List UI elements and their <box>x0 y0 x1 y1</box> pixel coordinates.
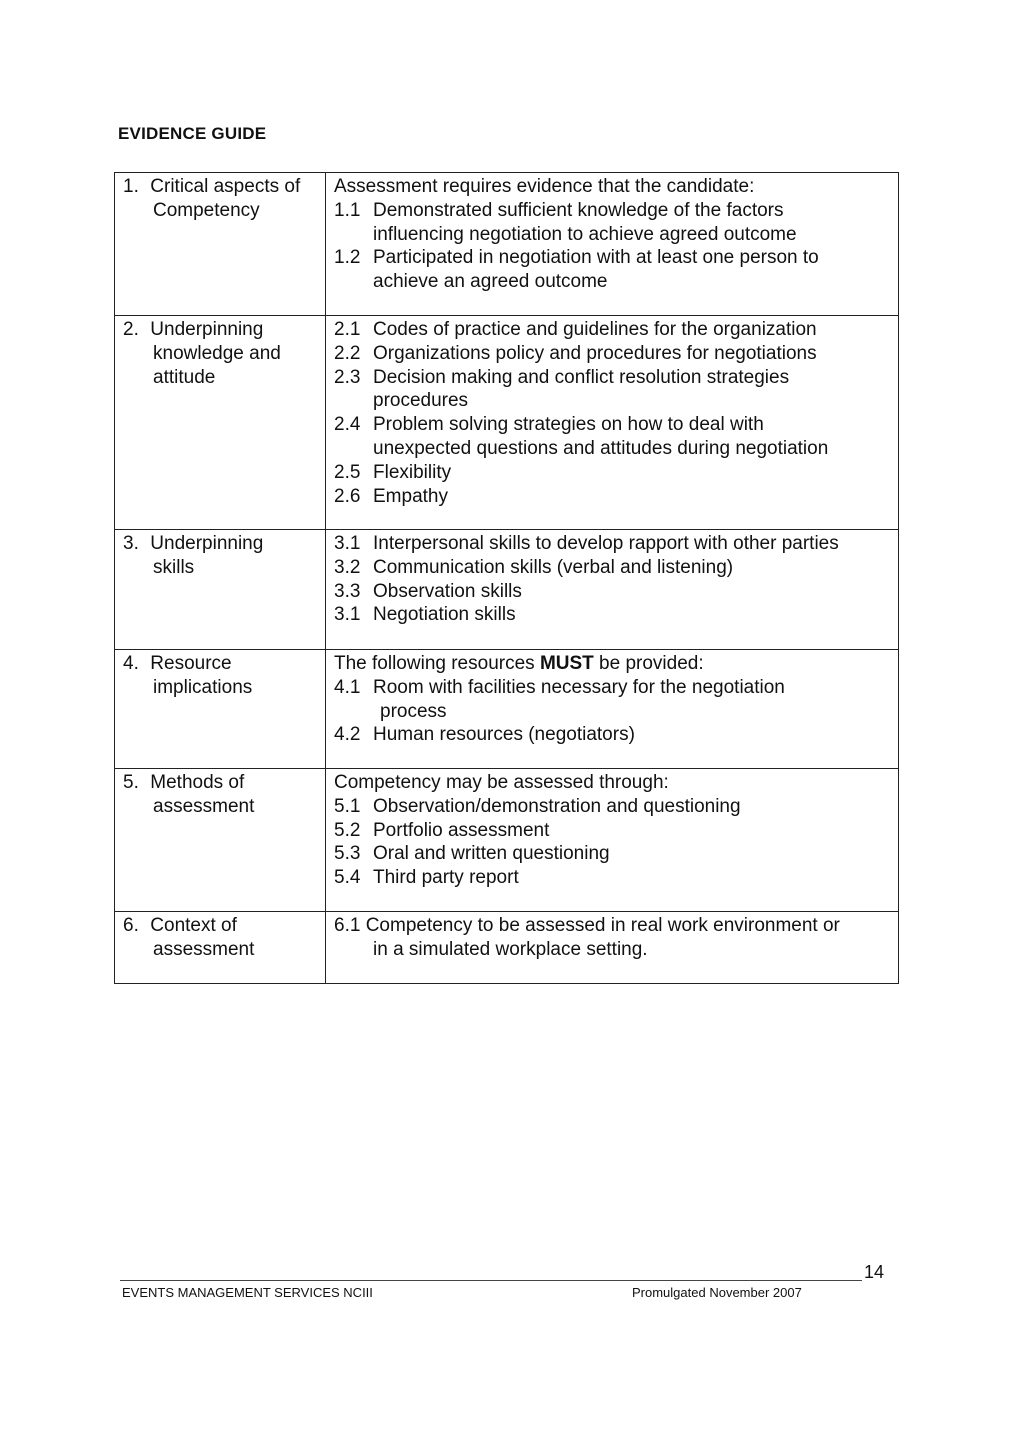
list-item: 6.1 Competency to be assessed in real work environment or <box>334 915 840 936</box>
row-label: 6. Context of assessment <box>115 912 326 984</box>
page-number: 14 <box>864 1262 885 1282</box>
list-item: 4.2 Human resources (negotiators) <box>334 724 635 746</box>
row-content <box>326 650 899 769</box>
row-label-text: Critical aspects of <box>150 176 301 197</box>
evidence-guide-table <box>114 172 899 984</box>
table-row <box>115 173 899 316</box>
row-label: 1. Critical aspects of Competency <box>115 173 326 316</box>
list-item: 5.3 Oral and written questioning <box>334 843 610 865</box>
row-label-text: Competency <box>153 199 260 221</box>
list-item: 2.6 Empathy <box>334 485 448 507</box>
row-content <box>326 173 899 316</box>
list-item-continuation: in a simulated workplace setting. <box>373 938 648 960</box>
list-item: 3.2 Communication skills (verbal and listening) <box>334 556 734 578</box>
row-content <box>326 912 899 984</box>
list-item: 2.1 Codes of practice and guidelines for the organization <box>334 319 817 340</box>
footer-divider <box>120 1280 862 1281</box>
list-item: 2.4 Problem solving strategies on how to deal with unexpected questions and attitudes during negotiation <box>334 414 829 459</box>
table-row <box>115 912 899 984</box>
row-label-text: assessment <box>153 938 255 960</box>
table-row <box>115 530 899 650</box>
footer-date: Promulgated November 2007 <box>632 1285 802 1300</box>
list-item: 5.1 Observation/demonstration and questioning <box>334 795 741 817</box>
row-label: 4. Resource implications <box>115 650 326 769</box>
list-item: 3.3 Observation skills <box>334 580 522 602</box>
row-label-text: knowledge and <box>153 342 281 364</box>
page-title: EVIDENCE GUIDE <box>118 124 267 143</box>
list-item: 4.1 Room with facilities necessary for the negotiation process <box>334 676 785 722</box>
list-item: 2.3 Decision making and conflict resolution strategies procedures <box>334 366 790 412</box>
row-intro: Assessment requires evidence that the candidate: <box>334 176 755 197</box>
row-label-text: skills <box>153 556 195 578</box>
row-label-text: Methods of <box>150 772 245 793</box>
row-content <box>326 769 899 912</box>
list-item: 3.1 Interpersonal skills to develop rapport with other parties <box>334 533 839 554</box>
row-label-text: Underpinning <box>150 319 264 340</box>
table-row <box>115 769 899 912</box>
row-label: 5. Methods of assessment <box>115 769 326 912</box>
row-label: 2. Underpinning knowledge and attitude <box>115 316 326 530</box>
table-row <box>115 316 899 530</box>
row-label-text: Resource <box>150 653 232 674</box>
list-item: 5.2 Portfolio assessment <box>334 819 550 841</box>
row-label: 3. Underpinning skills <box>115 530 326 650</box>
list-item: 2.5 Flexibility <box>334 461 452 483</box>
row-intro: The following resources MUST be provided: <box>334 653 704 674</box>
row-label-text: Context of <box>150 915 237 936</box>
list-item: 5.4 Third party report <box>334 867 519 889</box>
row-label-text: assessment <box>153 795 255 817</box>
row-label-text: Underpinning <box>150 533 264 554</box>
row-label-text: implications <box>153 676 253 698</box>
row-content <box>326 316 899 530</box>
row-intro: Competency may be assessed through: <box>334 772 669 793</box>
footer-title: EVENTS MANAGEMENT SERVICES NCIII <box>122 1285 373 1300</box>
list-item: 1.2 Participated in negotiation with at least one person to achieve an agreed outcome <box>334 247 819 293</box>
row-label-text: attitude <box>153 366 216 388</box>
list-item: 1.1 Demonstrated sufficient knowledge of the factors influencing negotiation to achieve agreed outcome <box>334 199 797 245</box>
row-content <box>326 530 899 650</box>
list-item: 2.2 Organizations policy and procedures for negotiations <box>334 342 817 364</box>
list-item: 3.1 Negotiation skills <box>334 604 516 626</box>
table-row <box>115 650 899 769</box>
